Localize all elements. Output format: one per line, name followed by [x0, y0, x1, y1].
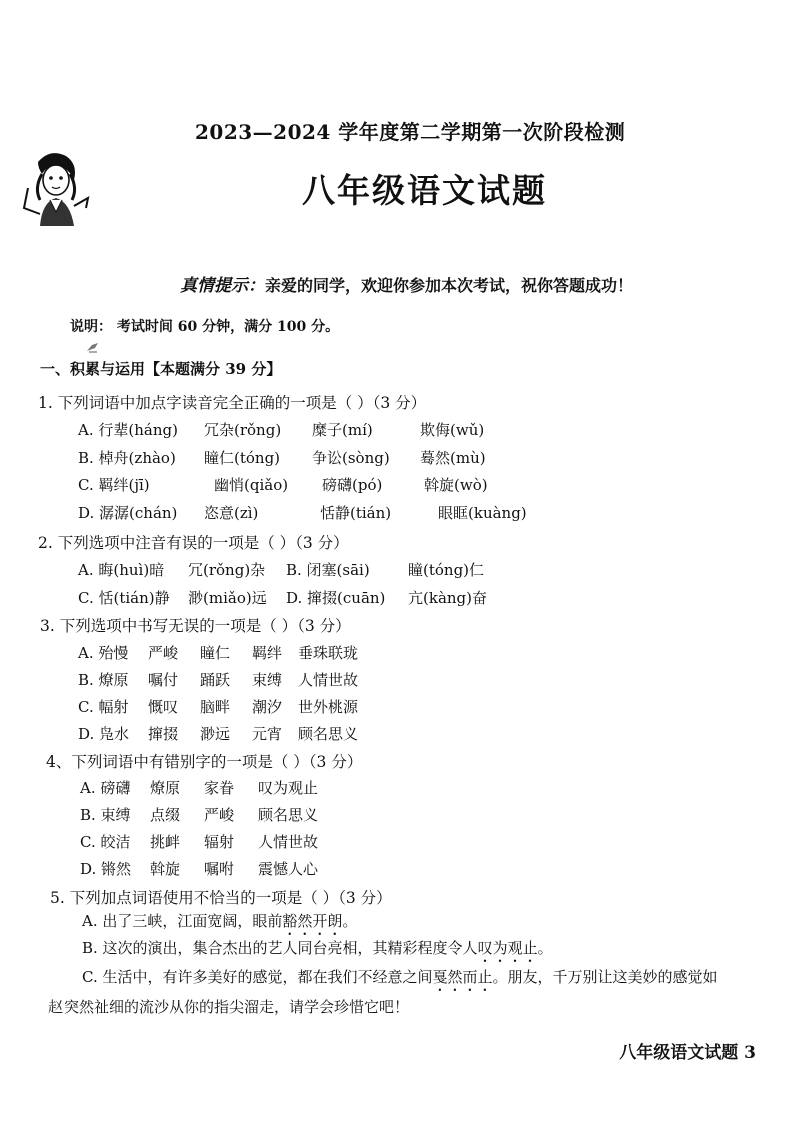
q4-a-w4: 叹为观止	[258, 779, 319, 797]
q2-b-word1: B. 闭塞(sāi)	[286, 561, 370, 579]
question-1-stem: 1. 下列词语中加点字读音完全正确的一项是（ ）（3 分）	[38, 394, 427, 412]
exam-title-line1: 2023—2024 学年度第二学期第一次阶段检测	[195, 120, 626, 144]
q4-b-w3: 严峻	[204, 806, 235, 824]
q4-c-w1: C. 皎洁	[80, 833, 131, 851]
q5-a-dotted-phrase: 豁然开朗	[282, 912, 343, 930]
q4-a-w2: 燎原	[150, 779, 181, 797]
q5-a-text: A. 出了三峡，江面宽阔，眼前	[82, 912, 283, 930]
q4-d-w1: D. 锵然	[80, 860, 132, 878]
q3-d-w3: 渺远	[200, 725, 231, 743]
q1-a-word1: A. 行辈(háng)	[78, 421, 178, 439]
q1-d-word4: 眼眶(kuàng)	[438, 504, 527, 522]
q1-b-word2: 瞳仁(tóng)	[204, 449, 281, 467]
q4-option-c	[80, 831, 318, 852]
tip-label: 真情提示：	[180, 276, 265, 296]
q1-option-d	[78, 502, 527, 523]
page-footer: 八年级语文试题 3	[619, 1043, 756, 1063]
q2-a-word1: A. 晦(huì)暗	[78, 561, 165, 579]
q1-d-word3: 恬静(tián)	[320, 504, 392, 522]
q3-b-w1: B. 燎原	[78, 671, 129, 689]
q5-c-text-cont: 。朋友，千万别让这美妙的感觉如	[492, 968, 718, 986]
q5-c-text: C. 生活中，有许多美好的感觉，都在我们不经意之间	[82, 968, 433, 986]
q1-c-word2: 幽悄(qiǎo)	[214, 476, 289, 494]
q4-b-w4: 顾名思义	[258, 806, 319, 824]
q1-c-word4: 斡旋(wò)	[424, 476, 488, 494]
q5-option-b	[82, 937, 553, 966]
pen-icon	[86, 338, 100, 350]
q4-a-w3: 家眷	[204, 779, 235, 797]
q4-b-w1: B. 束缚	[80, 806, 131, 824]
q3-b-w4: 束缚	[252, 671, 283, 689]
q5-option-a	[82, 910, 357, 939]
section-heading: 一、积累与运用【本题满分 39 分】	[40, 360, 282, 378]
question-5-stem: 5. 下列加点词语使用不恰当的一项是（ ）（3 分）	[50, 889, 392, 907]
q2-c-word1: C. 恬(tián)静	[78, 589, 170, 607]
q2-b-word2: 瞳(tóng)仁	[408, 561, 485, 579]
q3-b-w3: 踊跃	[200, 671, 231, 689]
q3-c-w3: 脑畔	[200, 698, 231, 716]
q5-a-end: 。	[342, 912, 358, 930]
q3-option-c	[78, 696, 358, 717]
q3-b-w5: 人情世故	[298, 671, 359, 689]
q4-d-w3: 嘱咐	[204, 860, 235, 878]
question-3-stem: 3. 下列选项中书写无误的一项是（ ）（3 分）	[40, 617, 351, 635]
q4-option-b	[80, 804, 318, 825]
q3-a-w1: A. 殆慢	[78, 644, 129, 662]
q3-a-w2: 严峻	[148, 644, 179, 662]
q4-c-w3: 辐射	[204, 833, 235, 851]
q1-c-word1: C. 羁绊(jī)	[78, 476, 150, 494]
q5-option-c-line1	[82, 966, 718, 995]
q4-c-w4: 人情世故	[258, 833, 319, 851]
q2-options-ab	[78, 559, 484, 580]
q1-option-c	[78, 474, 488, 495]
q3-option-a	[78, 642, 358, 663]
q3-c-w1: C. 幅射	[78, 698, 129, 716]
q3-c-w4: 潮汐	[252, 698, 283, 716]
q4-c-w2: 挑衅	[150, 833, 181, 851]
q2-a-word2: 冗(rǒng)杂	[188, 561, 266, 579]
greeting-tip	[180, 271, 633, 296]
q3-a-w5: 垂珠联珑	[298, 644, 359, 662]
q1-c-word3: 磅礴(pó)	[322, 476, 383, 494]
teacher-illustration	[20, 148, 92, 228]
q5-b-text: B. 这次的演出，集合杰出的艺人同台亮相，其精彩程度令人	[82, 939, 478, 957]
exam-title-line2: 八年级语文试题	[302, 171, 547, 210]
q4-option-a	[80, 777, 318, 798]
q3-c-w5: 世外桃源	[298, 698, 359, 716]
q4-d-w4: 震憾人心	[258, 860, 319, 878]
q5-option-c-line2: 突然祉细的流沙从你的指尖溜走，请学会珍惜它吧！	[64, 998, 410, 1016]
q3-a-w4: 羁绊	[252, 644, 283, 662]
question-2-stem: 2. 下列选项中注音有误的一项是（ ）（3 分）	[38, 534, 349, 552]
q3-option-b	[78, 669, 358, 690]
q3-b-w2: 嘱付	[148, 671, 179, 689]
q2-d-word1: D. 撺掇(cuān)	[286, 589, 386, 607]
question-4-stem: 4、下列词语中有错别字的一项是（ ）（3 分）	[46, 753, 363, 771]
q2-d-word2: 亢(kàng)奋	[408, 589, 487, 607]
q3-d-w5: 顾名思义	[298, 725, 359, 743]
q5-c-dotted-phrase: 戛然而止	[432, 968, 493, 986]
q3-a-w3: 瞳仁	[200, 644, 231, 662]
q4-b-w2: 点缀	[150, 806, 181, 824]
q3-d-w4: 元宵	[252, 725, 283, 743]
q3-option-d	[78, 723, 358, 744]
q3-d-w2: 撺掇	[148, 725, 179, 743]
q5-c-leading-char: 赵	[48, 998, 64, 1016]
tip-text: 亲爱的同学，欢迎你参加本次考试，祝你答题成功！	[265, 276, 634, 295]
q4-option-d	[80, 858, 318, 879]
q4-a-w1: A. 磅礴	[80, 779, 131, 797]
q4-d-w2: 斡旋	[150, 860, 181, 878]
q1-option-b	[78, 447, 486, 468]
exam-instructions: 说明： 考试时间 60 分钟，满分 100 分。	[70, 319, 340, 335]
q5-b-dotted-phrase: 叹为观止	[477, 939, 538, 957]
q1-d-word1: D. 潺潺(chán)	[78, 504, 178, 522]
q1-a-word3: 糜子(mí)	[312, 421, 373, 439]
q1-b-word1: B. 棹舟(zhào)	[78, 449, 176, 467]
q3-d-w1: D. 凫水	[78, 725, 130, 743]
q1-a-word4: 欺侮(wǔ)	[420, 421, 485, 439]
q2-options-cd	[78, 587, 487, 608]
q1-b-word3: 争讼(sòng)	[312, 449, 390, 467]
q1-option-a	[78, 419, 484, 440]
q1-a-word2: 冗杂(rǒng)	[204, 421, 282, 439]
q1-d-word2: 恣意(zì)	[204, 504, 259, 522]
q5-b-end: 。	[537, 939, 553, 957]
q2-c-word2: 渺(miǎo)远	[188, 589, 267, 607]
q3-c-w2: 慨叹	[148, 698, 179, 716]
q1-b-word4: 蓦然(mù)	[420, 449, 486, 467]
